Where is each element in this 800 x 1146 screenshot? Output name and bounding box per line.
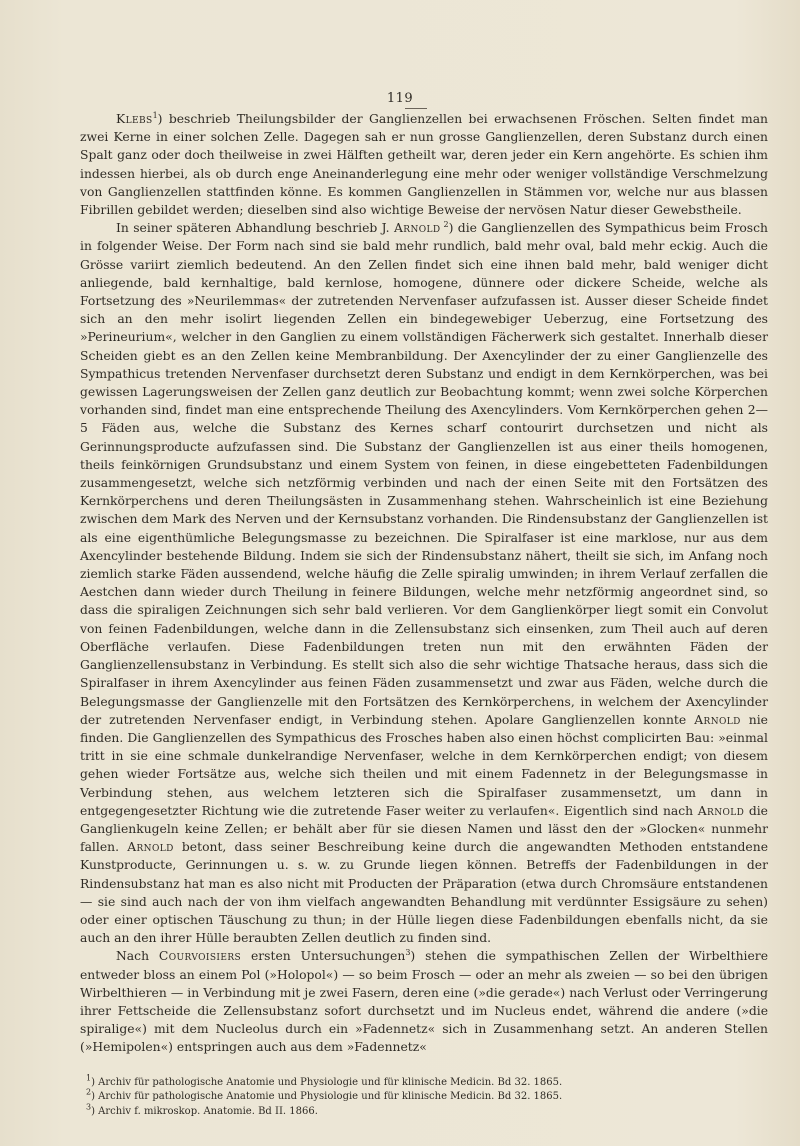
- footnote-mark: 2: [86, 1088, 92, 1098]
- paragraph: [80, 219, 768, 947]
- footnotes: [86, 1073, 768, 1119]
- text-run: ) die Ganglienzellen des Sympathicus beim Frosch in folgender Weise. Der Form nach sind sie bald mehr rundlich, bald mehr oval, bald mehr eckig. Auch die Grösse variirt ziemlich bedeutend. An den Zellen findet sich eine ihnen bald mehr, bald weniger dicht anliegende, bald kernhaltige, bald kernlose, homogene, dünnere oder dickere Scheide, welche als Fortsetzung des »Neurilemmas« der zutretenden Nervenfaser aufzufassen ist. Ausser dieser Scheide findet sich an den mehr isolirt liegenden Zellen ein bindegewebiger Ueberzug, eine Fortsetzung des »Perineurium«, welcher in den Ganglien zu einem vollständigen Fächerwerk sich gestaltet. Innerhalb dieser Scheiden giebt es an den Zellen keine Membranbildung. Der Axencylinder der zu einer Ganglienzelle des Sympathicus tretenden Nervenfaser durchsetzt deren Substanz und endigt in dem Kernkörperchen, was bei gewissen Lagerungsweisen der Zellen ganz deutlich zur Beobachtung kommt; wenn zwei solche Körperchen vorhanden sind, findet man eine entsprechende Theilung des Axencylinders. Vom Kernkörperchen gehen 2—5 Fäden aus, welche die Substanz des Kernes scharf contourirt durchsetzen und nicht als Gerinnungsproducte aufzufassen sind. Die Substanz der Ganglienzellen ist aus einer theils homogenen, theils feinkörnigen Grundsubstanz und einem System von feinen, in diese eingebetteten Fadenbildungen zusammengesetzt, welche sich netzförmig verbinden und nach der einen Seite mit den Fortsätzen des Kernkörperchens und deren Theilungsästen in Zusammenhang stehen. Wahrscheinlich ist eine Beziehung zwischen dem Mark des Nerven und der Kernsubstanz vorhanden. Die Rindensubstanz der Ganglienzellen ist als eine eigenthümliche Belegungsmasse zu bezeichnen. Die Spiralfaser ist eine marklose, nur aus dem Axencylinder bestehende Bildung. Indem sie sich der Rindensubstanz nähert, theilt sie sich, im Anfang noch ziemlich starke Fäden aussendend, welche häufig die Zelle spiralig umwinden; in ihrem Verlauf zerfallen die Aestchen dann wieder durch Theilung in feinere Bildungen, welche mehr netzförmig angeordnet sind, so dass die spiraligen Zeichnungen sich sehr bald verlieren. Vor dem Ganglienkörper liegt somit ein Convolut von feinen Fadenbildungen, welche dann in die Zellensubstanz sich einsenken, zum Theil auch auf deren Oberfläche verlaufen. Diese Fadenbildungen treten nun mit den erwähnten Fäden der Ganglienzellensubstanz in Verbindung. Es stellt sich also die sehr wichtige Thatsache heraus, dass sich die Spiralfaser in ihrem Axencylinder aus feinen Fäden zusammensetzt und zwar aus Fäden, welche durch die Belegungsmasse der Ganglienzelle mit den Fortsätzen des Kernkörperchens, in welchem der Axencylinder der zutretenden Nervenfaser endigt, in Verbindung stehen. Apolare Ganglienzellen konnte: [80, 221, 768, 727]
- footnote-reference: 2: [440, 220, 449, 230]
- text-run: nie finden. Die Ganglienzellen des Sympathicus des Frosches haben also einen höchst complicirten Bau: »einmal tritt in sie eine schmale dunkelrandige Nervenfaser, welche in dem Kernkörperchen endigt; von diesem gehen wieder Fortsätze aus, welche sich theilen und mit einem Fadennetz in der Belegungsmasse in Verbindung stehen, aus welchem letzteren sich die Spiralfaser zusammensetzt, um dann in entgegengesetzter Richtung wie die zutretende Faser weiter zu verlaufen«. Eigentlich sind nach: [80, 712, 768, 818]
- footnote-mark: 1: [86, 1073, 92, 1083]
- author-name: Courvoisiers: [158, 949, 242, 964]
- paragraph: [80, 110, 768, 219]
- text-run: die Ganglienkugeln keine Zellen; er behält aber für sie diesen Namen und lässt den der »Glocken« nunmehr fallen.: [80, 803, 768, 855]
- page-number-underline: [405, 108, 427, 109]
- author-name: Arnold: [393, 221, 441, 236]
- footnote: [86, 1090, 768, 1104]
- text-run: ersten Untersuchungen: [241, 949, 406, 964]
- footnote-mark: 3: [86, 1102, 92, 1112]
- footnote-text: ) Archiv für pathologische Anatomie und Physiologie und für klinische Medicin. Bd 32. 1865.: [91, 1091, 563, 1103]
- author-name: Arnold: [694, 712, 741, 727]
- footnote-text: ) Archiv für pathologische Anatomie und Physiologie und für klinische Medicin. Bd 32. 1865.: [91, 1077, 563, 1088]
- author-name: Klebs: [116, 112, 153, 126]
- text-run: ) stehen die sympathischen Zellen der Wirbelthiere entweder bloss an einem Pol (»Holopol«) — so beim Frosch — oder an mehr als zweien — so bei den übrigen Wirbelthieren — in Verbindung mit je zwei Fasern, deren eine (»die gerade«) nach Verlust oder Verringerung ihrer Fettscheide die Zellensubstanz sofort durchsetzt und im Nucleus endet, während die andere (»die spiralige«) mit dem Nucleolus durch ein »Fadennetz« sich in Zusammenhang setzt. An anderen Stellen (»Hemipolen«) entspringen auch aus dem »Fadennetz«: [80, 949, 768, 1055]
- text-run: ) beschrieb Theilungsbilder der Ganglienzellen bei erwachsenen Fröschen. Selten findet man zwei Kerne in einer solchen Zelle. Dagegen sah er nun grosse Ganglienzellen, deren Substanz durch einen Spalt ganz oder doch theilweise in zwei Hälften getheilt war, deren jeder ein Kern angehörte. Es schien ihm indessen hierbei, als ob durch enge Aneinanderlegung eine mehr oder weniger vollständige Verschmelzung von Ganglienzellen stattfinden könne. Es kommen Ganglienzellen in Stämmen vor, welche nur aus blassen Fibrillen gebildet werden; dieselben sind also wichtige Beweise der nervösen Natur dieser Gewebstheile.: [80, 112, 768, 218]
- footnote-reference: 3: [405, 948, 411, 958]
- footnote: [86, 1073, 768, 1090]
- footnote: [86, 1102, 768, 1119]
- text-run: betont, dass seiner Beschreibung keine durch die angewandten Methoden entstandene Kunstproducte, Gerinnungen u. s. w. zu Grunde liegen können. Betreffs der Fadenbildungen in der Rindensubstanz hat man es also nicht mit Producten der Präparation (etwa durch Chromsäure entstandenen — sie sind auch nach der von ihm vielfach angewandten Behandlung mit verdünnter Essigsäure zu sehen) oder einer optischen Täuschung zu thun; in der Hülle liegen diese Fadenbildungen ebenfalls nicht, da sie auch an den ihrer Hülle beraubten Zellen deutlich zu finden sind.: [80, 840, 768, 946]
- author-name: Arnold: [127, 840, 174, 855]
- author-name: Arnold: [697, 803, 745, 818]
- text-run: Nach: [116, 949, 159, 964]
- paragraph: [80, 947, 768, 1056]
- body-text: [80, 110, 768, 1057]
- text-run: In seiner späteren Abhandlung beschrieb J.: [116, 221, 394, 236]
- footnote-reference: 1: [152, 110, 158, 120]
- footnote-text: ) Archiv f. mikroskop. Anatomie. Bd II. 1866.: [91, 1105, 318, 1117]
- page-number: 119: [386, 91, 414, 106]
